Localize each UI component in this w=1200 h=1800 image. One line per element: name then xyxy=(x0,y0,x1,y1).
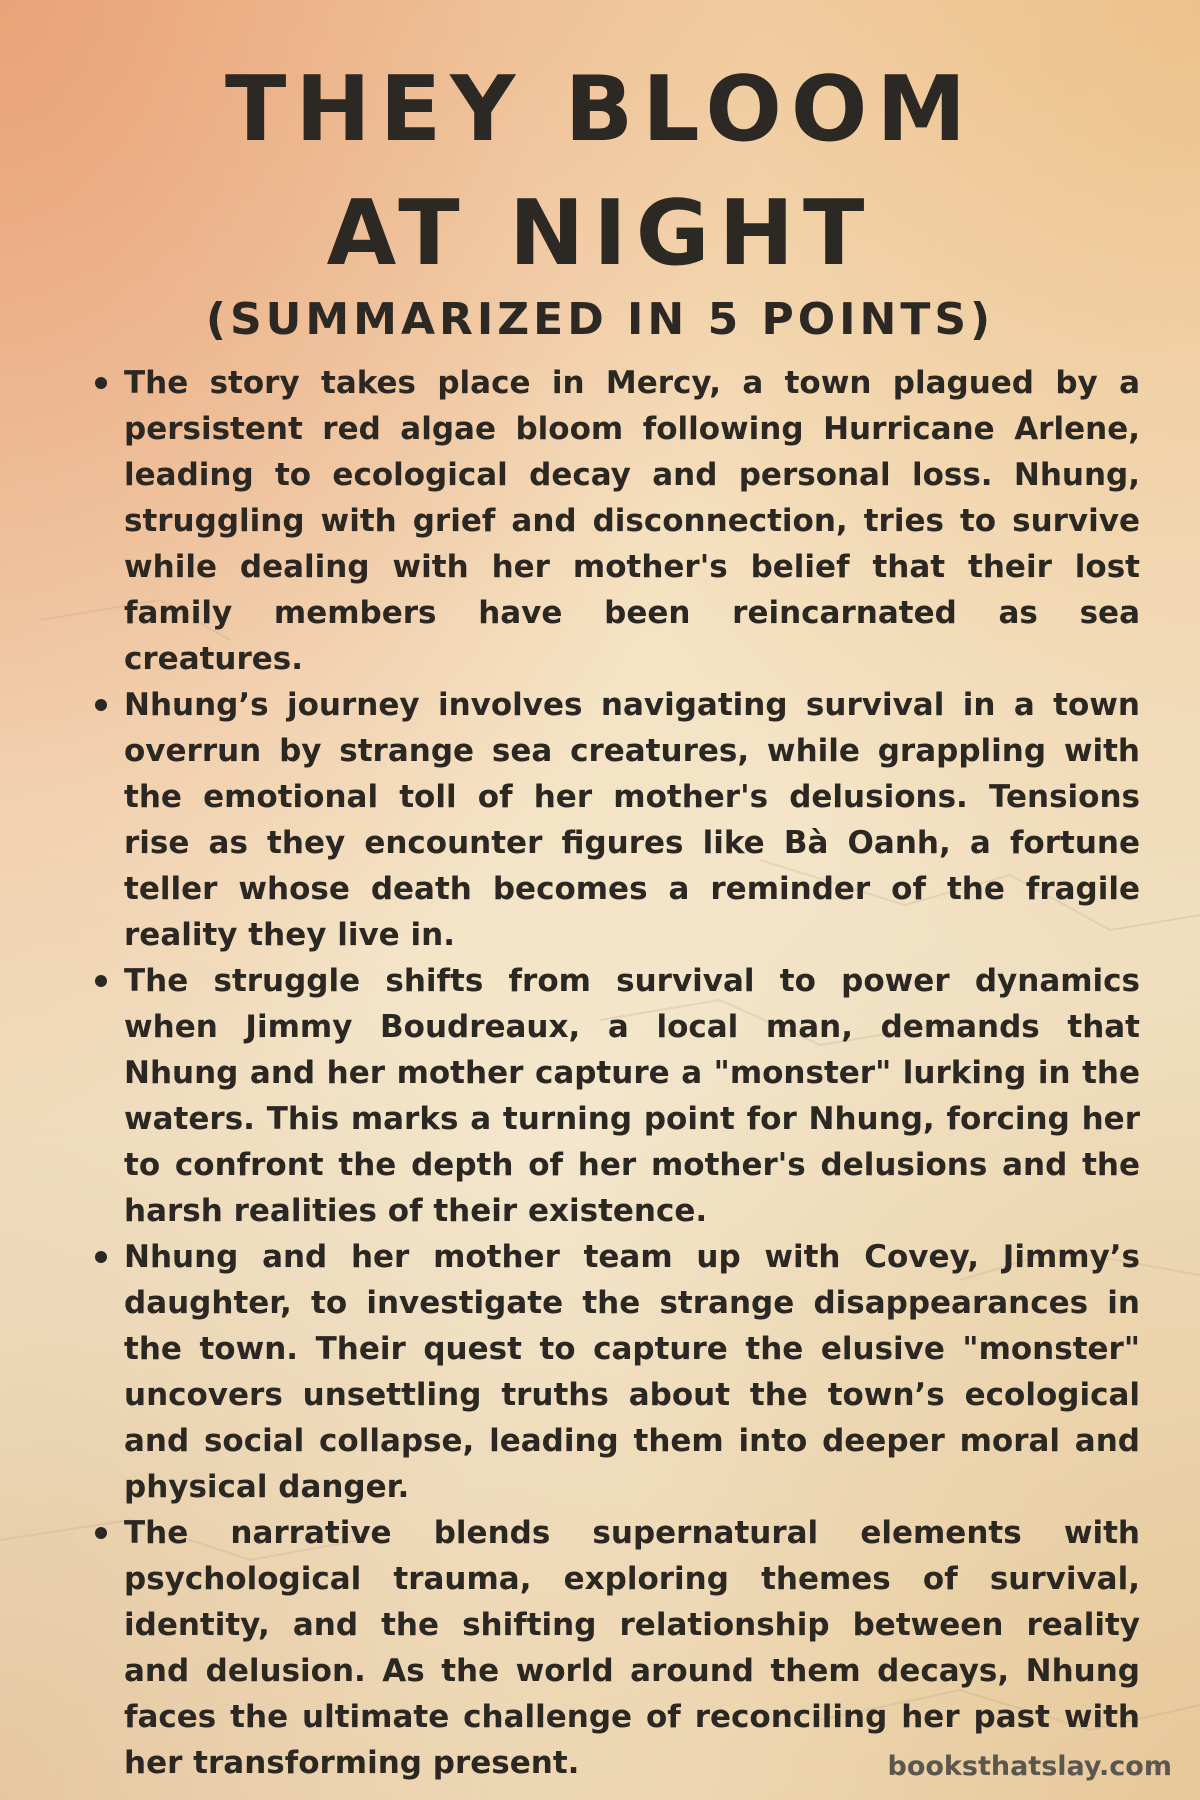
website-watermark: booksthatslay.com xyxy=(887,1751,1172,1782)
summary-points-list xyxy=(124,360,1140,1786)
bullet-icon xyxy=(95,377,107,389)
summary-point-text: Nhung and her mother team up with Covey, Jimmy’s daughter, to investigate the strange disappearances in the town. Their quest to capture the elusive "monster" uncovers unsettling truths about the town’s ecological and social collapse, leading them into deeper moral and physical danger. xyxy=(124,1239,1140,1505)
summary-point-1 xyxy=(124,360,1140,682)
summary-point-text: The struggle shifts from survival to power dynamics when Jimmy Boudreaux, a local man, demands that Nhung and her mother capture a "monster" lurking in the waters. This marks a turning point for Nhung, forcing her to confront the depth of her mother's delusions and the harsh realities of their existence. xyxy=(124,963,1140,1229)
summary-point-text: The narrative blends supernatural elements with psychological trauma, exploring themes of survival, identity, and the shifting relationship between reality and delusion. As the world around them decays, Nhung faces the ultimate challenge of reconciling her past with her transforming present. xyxy=(124,1515,1140,1781)
summary-subtitle: (SUMMARIZED IN 5 POINTS) xyxy=(205,294,995,345)
bullet-icon xyxy=(95,1527,107,1539)
summary-point-3 xyxy=(124,958,1140,1234)
summary-point-5 xyxy=(124,1510,1140,1786)
bullet-icon xyxy=(95,975,107,987)
book-title: THEY BLOOM AT NIGHT xyxy=(224,57,975,286)
summary-point-2 xyxy=(124,682,1140,958)
summary-point-text: The story takes place in Mercy, a town plagued by a persistent red algae bloom following Hurricane Arlene, leading to ecological decay and personal loss. Nhung, struggling with grief and disconnection, tries to survive while dealing with her mother's belief that their lost family members have been reincarnated as sea creatures. xyxy=(124,365,1140,677)
summary-point-text: Nhung’s journey involves navigating survival in a town overrun by strange sea creatures, while grappling with the emotional toll of her mother's delusions. Tensions rise as they encounter figures like Bà Oanh, a fortune teller whose death becomes a reminder of the fragile reality they live in. xyxy=(124,687,1140,953)
bullet-icon xyxy=(95,699,107,711)
bullet-icon xyxy=(95,1251,107,1263)
summary-point-4 xyxy=(124,1234,1140,1510)
